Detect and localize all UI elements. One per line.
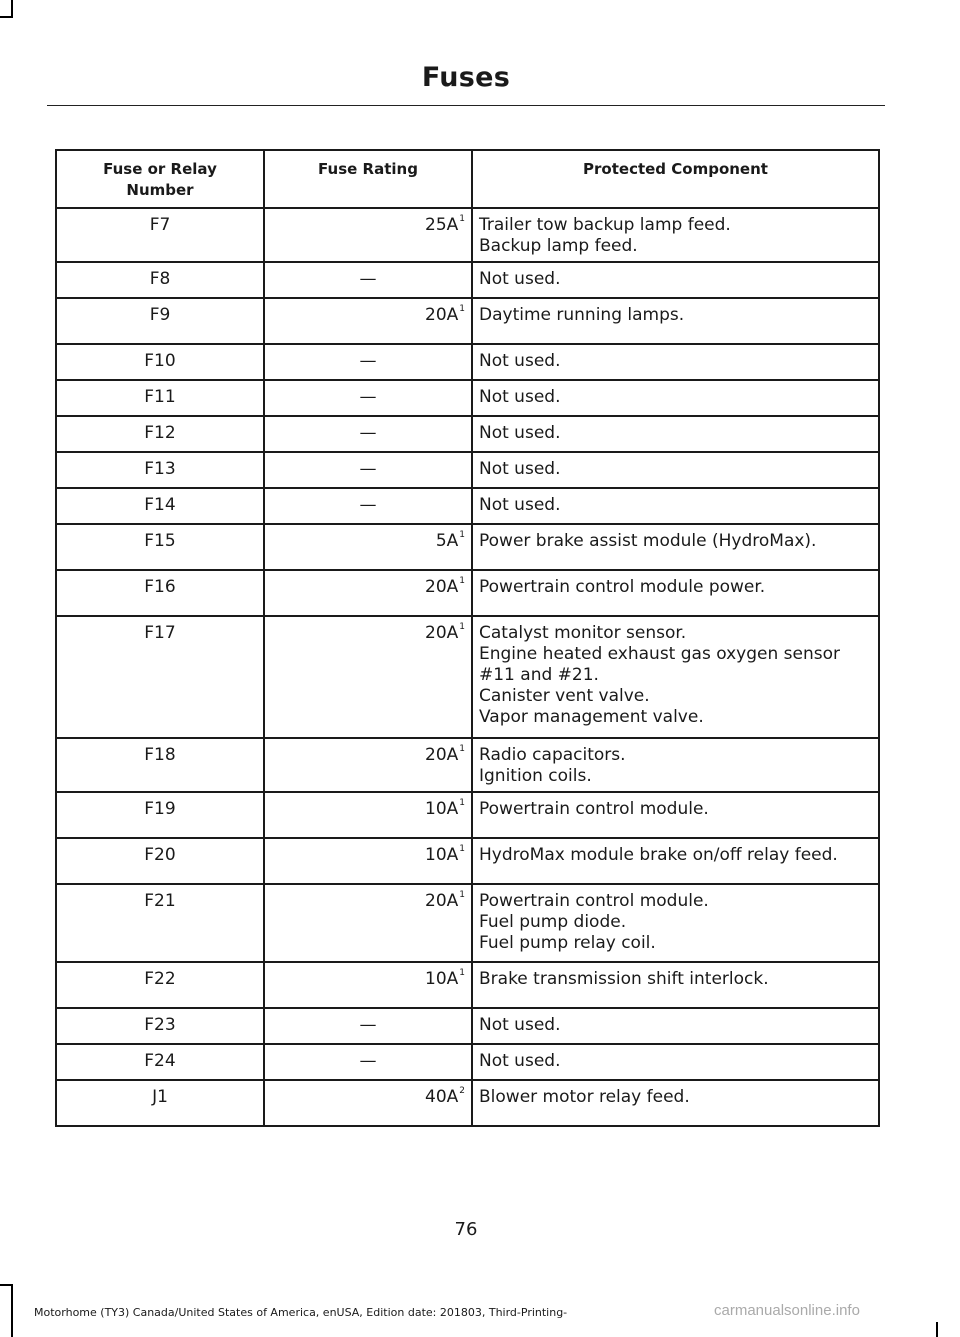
protected-component-text: Fuel pump relay coil. (479, 933, 656, 953)
protected-component-cell (472, 738, 879, 792)
fuse-number-cell: F12 (56, 416, 264, 452)
footnote-marker: 1 (459, 744, 465, 754)
fuse-number-cell: F14 (56, 488, 264, 524)
fuse-number-cell: J1 (56, 1080, 264, 1126)
table-row (56, 738, 879, 792)
fuse-rating-cell (264, 570, 472, 616)
page-number: 76 (454, 1219, 478, 1240)
page-title: Fuses (421, 62, 511, 93)
table-row (56, 616, 879, 738)
protected-component-text: Vapor management valve. (479, 707, 704, 727)
protected-component-text: Not used. (479, 387, 561, 407)
footnote-marker: 1 (459, 622, 465, 632)
footnote-marker: 1 (459, 214, 465, 224)
protected-component-text: Not used. (479, 423, 561, 443)
table-row (56, 962, 879, 1008)
fuse-number-cell: F23 (56, 1008, 264, 1044)
fuse-rating-value: — (359, 269, 377, 289)
protected-component-cell (472, 616, 879, 738)
fuse-rating-cell (264, 738, 472, 792)
fuse-number-cell: F9 (56, 298, 264, 344)
fuse-rating-value: 5A (435, 531, 459, 551)
fuse-number-cell: F22 (56, 962, 264, 1008)
fuse-rating-cell (264, 962, 472, 1008)
footnote-marker: 1 (459, 798, 465, 808)
fuse-number-cell: F17 (56, 616, 264, 738)
footnote-marker: 1 (459, 968, 465, 978)
crop-mark (0, 16, 13, 18)
crop-mark (0, 1284, 13, 1286)
fuse-number-cell: F21 (56, 884, 264, 962)
fuse-number-cell: F20 (56, 838, 264, 884)
protected-component-text: Engine heated exhaust gas oxygen sensor (479, 644, 840, 664)
fuse-rating-cell (264, 616, 472, 738)
footnote-marker: 2 (459, 1086, 465, 1096)
column-header-protected-component: Protected Component (472, 150, 879, 208)
table-header-row (56, 150, 879, 208)
protected-component-text: Fuel pump diode. (479, 912, 627, 932)
fuse-rating-value: — (359, 423, 377, 443)
protected-component-text: Backup lamp feed. (479, 236, 638, 256)
table-row (56, 884, 879, 962)
watermark: carmanualsonline.info (714, 1302, 860, 1319)
protected-component-cell (472, 488, 879, 524)
fuse-number-cell: F13 (56, 452, 264, 488)
fuse-number-cell: F11 (56, 380, 264, 416)
protected-component-cell (472, 262, 879, 298)
protected-component-cell (472, 570, 879, 616)
protected-component-text: Not used. (479, 351, 561, 371)
protected-component-text: #11 and #21. (479, 665, 599, 685)
footnote-marker: 1 (459, 844, 465, 854)
fuse-rating-value: 20A (425, 623, 459, 643)
fuse-rating-cell (264, 344, 472, 380)
title-divider (47, 105, 885, 106)
fuse-number-cell: F8 (56, 262, 264, 298)
fuse-rating-cell (264, 452, 472, 488)
crop-mark (936, 1322, 938, 1337)
fuse-rating-cell (264, 416, 472, 452)
protected-component-cell (472, 416, 879, 452)
table-row (56, 298, 879, 344)
fuse-rating-cell (264, 884, 472, 962)
fuse-rating-value: — (359, 495, 377, 515)
protected-component-cell (472, 1008, 879, 1044)
protected-component-text: Trailer tow backup lamp feed. (479, 215, 731, 235)
fuse-table (55, 149, 880, 1127)
table-row (56, 416, 879, 452)
protected-component-text: Catalyst monitor sensor. (479, 623, 687, 643)
protected-component-text: Not used. (479, 269, 561, 289)
table-row (56, 524, 879, 570)
table-row (56, 1008, 879, 1044)
fuse-rating-value: — (359, 387, 377, 407)
table-row (56, 792, 879, 838)
protected-component-text: Ignition coils. (479, 766, 592, 786)
protected-component-text: HydroMax module brake on/off relay feed. (479, 845, 838, 865)
fuse-rating-cell (264, 380, 472, 416)
fuse-rating-value: — (359, 1015, 377, 1035)
protected-component-text: Canister vent valve. (479, 686, 650, 706)
table-row (56, 262, 879, 298)
protected-component-text: Power brake assist module (HydroMax). (479, 531, 817, 551)
fuse-rating-value: 10A (425, 845, 459, 865)
fuse-rating-value: 10A (425, 799, 459, 819)
fuse-rating-cell (264, 524, 472, 570)
protected-component-text: Not used. (479, 459, 561, 479)
protected-component-text: Not used. (479, 1051, 561, 1071)
table-row (56, 380, 879, 416)
table-row (56, 1080, 879, 1126)
fuse-number-cell: F19 (56, 792, 264, 838)
fuse-rating-value: — (359, 459, 377, 479)
table-row (56, 1044, 879, 1080)
fuse-rating-value: 20A (425, 745, 459, 765)
protected-component-cell (472, 524, 879, 570)
fuse-rating-cell (264, 792, 472, 838)
fuse-rating-cell (264, 1008, 472, 1044)
protected-component-cell (472, 298, 879, 344)
protected-component-cell (472, 1044, 879, 1080)
protected-component-text: Powertrain control module power. (479, 577, 766, 597)
fuse-rating-cell (264, 262, 472, 298)
protected-component-cell (472, 962, 879, 1008)
protected-component-cell (472, 380, 879, 416)
fuse-rating-cell (264, 838, 472, 884)
fuse-rating-value: 20A (425, 305, 459, 325)
footnote-marker: 1 (459, 530, 465, 540)
fuse-rating-value: 25A (425, 215, 459, 235)
crop-mark (11, 1284, 13, 1337)
fuse-number-cell: F18 (56, 738, 264, 792)
table-row (56, 570, 879, 616)
protected-component-text: Radio capacitors. (479, 745, 626, 765)
protected-component-text: Daytime running lamps. (479, 305, 685, 325)
fuse-rating-value: — (359, 351, 377, 371)
fuse-number-cell: F15 (56, 524, 264, 570)
column-header-fuse-number: Fuse or Relay Number (56, 150, 264, 208)
fuse-rating-cell (264, 488, 472, 524)
fuse-table-body (56, 208, 879, 1126)
protected-component-text: Not used. (479, 495, 561, 515)
table-row (56, 452, 879, 488)
fuse-number-cell: F7 (56, 208, 264, 262)
footnote-marker: 1 (459, 304, 465, 314)
table-row (56, 488, 879, 524)
protected-component-cell (472, 452, 879, 488)
protected-component-cell (472, 344, 879, 380)
table-row (56, 208, 879, 262)
protected-component-cell (472, 884, 879, 962)
footnote-marker: 1 (459, 576, 465, 586)
protected-component-text: Brake transmission shift interlock. (479, 969, 769, 989)
fuse-rating-value: 40A (425, 1087, 459, 1107)
fuse-number-cell: F10 (56, 344, 264, 380)
footer-text: Motorhome (TY3) Canada/United States of America, enUSA, Edition date: 201803, Third-Printing- (34, 1306, 568, 1319)
table-row (56, 344, 879, 380)
table-row (56, 838, 879, 884)
protected-component-cell (472, 208, 879, 262)
fuse-rating-value: 20A (425, 577, 459, 597)
footnote-marker: 1 (459, 890, 465, 900)
protected-component-text: Powertrain control module. (479, 891, 709, 911)
fuse-rating-cell (264, 1080, 472, 1126)
protected-component-text: Blower motor relay feed. (479, 1087, 690, 1107)
fuse-rating-value: — (359, 1051, 377, 1071)
fuse-rating-value: 10A (425, 969, 459, 989)
protected-component-cell (472, 792, 879, 838)
fuse-rating-cell (264, 208, 472, 262)
protected-component-text: Powertrain control module. (479, 799, 709, 819)
fuse-rating-cell (264, 298, 472, 344)
protected-component-cell (472, 1080, 879, 1126)
column-header-fuse-rating: Fuse Rating (264, 150, 472, 208)
fuse-number-cell: F24 (56, 1044, 264, 1080)
protected-component-text: Not used. (479, 1015, 561, 1035)
fuse-rating-value: 20A (425, 891, 459, 911)
protected-component-cell (472, 838, 879, 884)
fuse-rating-cell (264, 1044, 472, 1080)
fuse-number-cell: F16 (56, 570, 264, 616)
